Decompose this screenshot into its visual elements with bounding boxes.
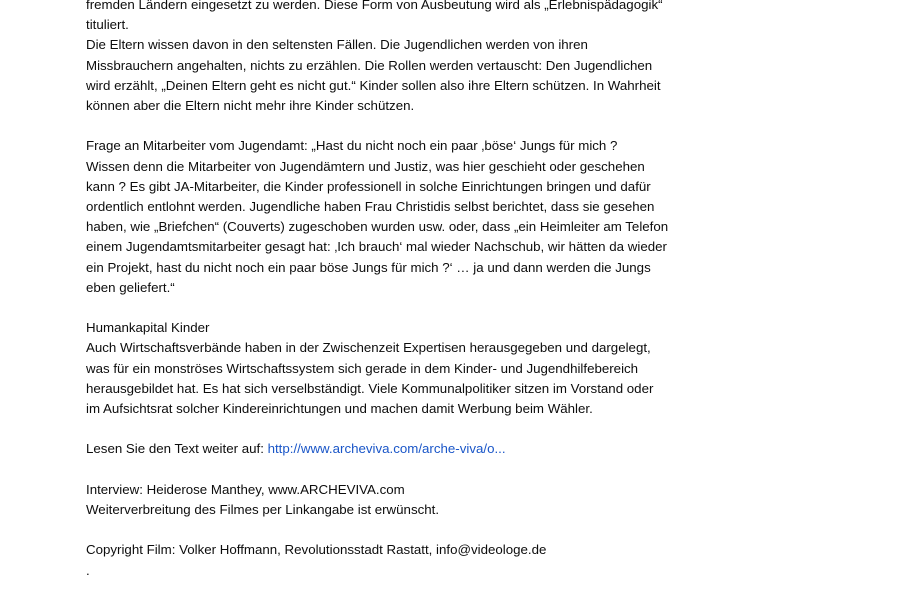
description-paragraph <box>86 540 686 580</box>
paragraph-gap <box>86 116 686 136</box>
video-description <box>86 0 686 581</box>
text-line: eben geliefert.“ <box>86 279 175 295</box>
text-line: was für ein monströses Wirtschaftssystem sich gerade in dem Kinder- und Jugendhilfebereich <box>86 360 639 376</box>
description-paragraph <box>86 480 686 520</box>
description-paragraph <box>86 136 686 298</box>
text-line: können aber die Eltern nicht mehr ihre Kinder schützen. <box>86 98 415 114</box>
text-line: ordentlich entlohnt werden. Jugendliche haben Frau Christidis selbst berichtet, dass sie gesehen <box>86 199 655 215</box>
description-paragraph <box>86 318 686 419</box>
text-line: Missbrauchern angehalten, nichts zu erzählen. Die Rollen werden vertauscht: Den Jugendlichen <box>86 57 653 73</box>
description-paragraph <box>86 0 686 116</box>
text-line: einem Jugendamtsmitarbeiter gesagt hat: ‚Ich brauch‘ mal wieder Nachschub, wir hätten da wieder <box>86 239 667 255</box>
copyright-line: Copyright Film: Volker Hoffmann, Revolutionsstadt Rastatt, info@videologe.de <box>86 542 547 558</box>
text-line: Wissen denn die Mitarbeiter von Jugendämtern und Justiz, was hier geschieht oder geschehen <box>86 158 645 174</box>
read-more-link[interactable]: http://www.archeviva.com/arche-viva/o... <box>267 441 506 457</box>
paragraph-gap <box>86 460 686 480</box>
trailing-dot: . <box>86 562 90 578</box>
read-more-prefix: Lesen Sie den Text weiter auf: <box>86 441 268 457</box>
text-line: ein Projekt, hast du nicht noch ein paar böse Jungs für mich ?‘ … ja und dann werden die Jungs <box>86 259 651 275</box>
text-line: Die Eltern wissen davon in den seltensten Fällen. Die Jugendlichen werden von ihren <box>86 37 588 53</box>
text-line: haben, wie „Briefchen“ (Couverts) zugeschoben wurden usw. oder, dass „ein Heimleiter am Telefon <box>86 219 669 235</box>
paragraph-gap <box>86 520 686 540</box>
interview-credit: Interview: Heiderose Manthey, www.ARCHEVIVA.com <box>86 481 405 497</box>
text-line: Weiterverbreitung des Filmes per Linkangabe ist erwünscht. <box>86 502 440 518</box>
paragraph-gap <box>86 419 686 439</box>
text-line: tituliert. <box>86 17 129 33</box>
paragraph-gap <box>86 298 686 318</box>
section-heading: Humankapital Kinder <box>86 320 210 336</box>
text-line: kann ? Es gibt JA-Mitarbeiter, die Kinder professionell in solche Einrichtungen bringen und dafür <box>86 178 651 194</box>
text-line: Frage an Mitarbeiter vom Jugendamt: „Hast du nicht noch ein paar ‚böse‘ Jungs für mich ? <box>86 138 618 154</box>
text-line: wird erzählt, „Deinen Eltern geht es nicht gut.“ Kinder sollen also ihre Eltern schützen. In Wahrheit <box>86 77 661 93</box>
text-line: fremden Ländern eingesetzt zu werden. Diese Form von Ausbeutung wird als „Erlebnispädagogik“ <box>86 0 663 12</box>
text-line: herausgebildet hat. Es hat sich verselbständigt. Viele Kommunalpolitiker sitzen im Vorstand oder <box>86 380 654 396</box>
read-more-line <box>86 439 686 459</box>
text-line: Auch Wirtschaftsverbände haben in der Zwischenzeit Expertisen herausgegeben und dargelegt, <box>86 340 651 356</box>
text-line: im Aufsichtsrat solcher Kindereinrichtungen und machen damit Werbung beim Wähler. <box>86 401 593 417</box>
